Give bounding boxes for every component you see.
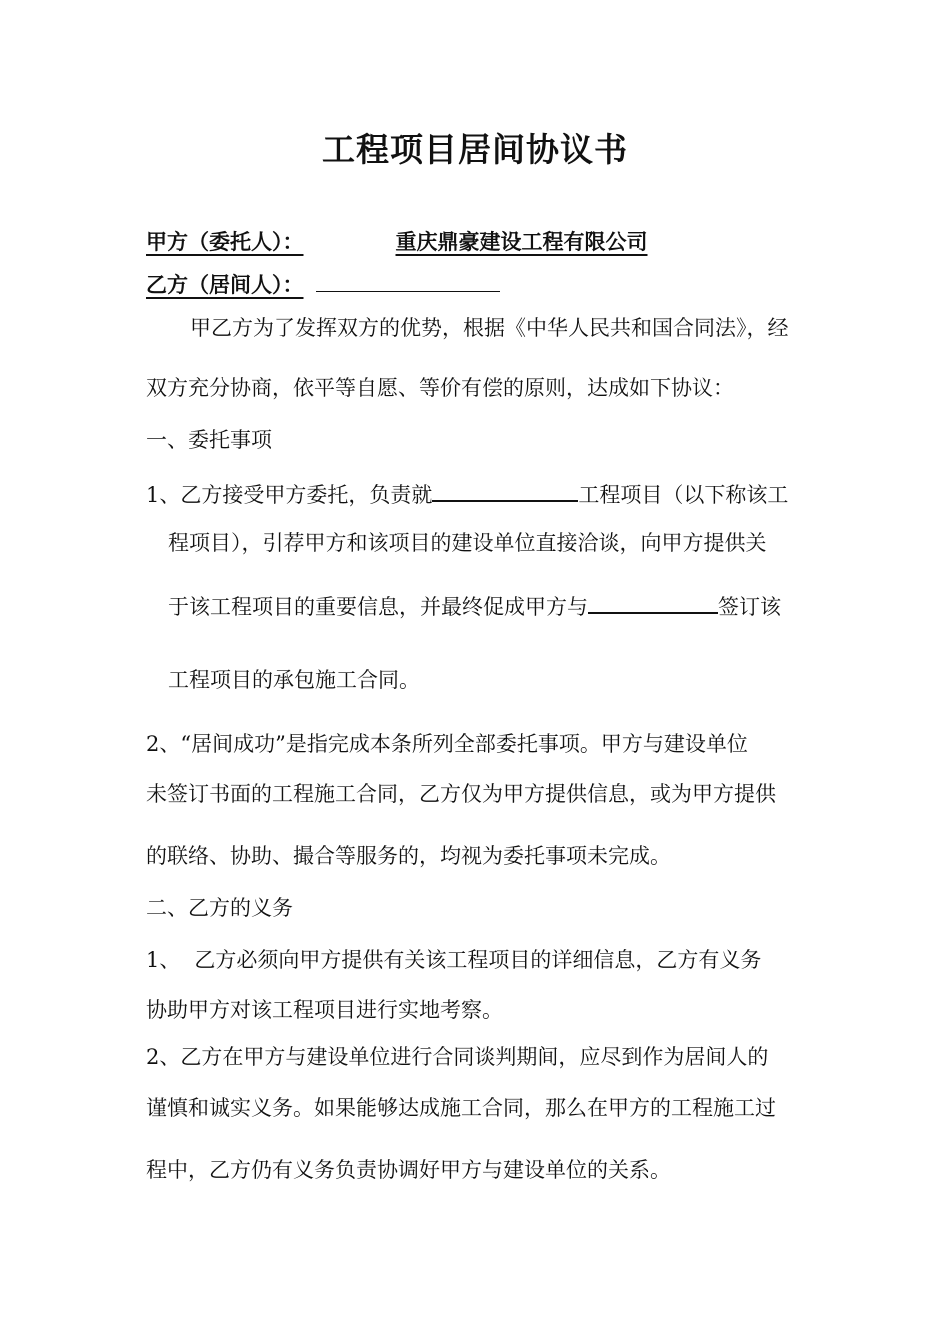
item-1-2-line-3: 的联络、协助、撮合等服务的，均视为委托事项未完成。 [146,844,671,868]
section-1-heading: 一、委托事项 [146,428,272,452]
item-1-2-line-2: 未签订书面的工程施工合同，乙方仅为甲方提供信息，或为甲方提供 [146,782,776,806]
item-2-2-line-3: 程中，乙方仍有义务负责协调好甲方与建设单位的关系。 [146,1158,671,1182]
party-a-gap [304,247,396,249]
item-1-1-line-2: 程项目），引荐甲方和该项目的建设单位直接洽谈，向甲方提供关 [168,531,767,555]
item-2-1-text-a: 乙方必须向甲方提供有关该工程项目的详细信息，乙方有义务 [194,948,762,972]
item-1-1-text-e: 签订该 [718,595,781,619]
item-1-2-line-1: 2、“居间成功”是指完成本条所列全部委托事项。甲方与建设单位 [146,732,748,756]
project-name-blank [432,480,578,502]
item-1-1-line-3 [168,592,781,621]
party-a-label: 甲方（委托人）： [146,229,304,254]
item-1-1-line-4: 工程项目的承包施工合同。 [168,668,420,692]
intro-line-2: 双方充分协商，依平等自愿、等价有偿的原则，达成如下协议： [146,376,734,400]
item-2-1-line-2: 协助甲方对该工程项目进行实地考察。 [146,998,503,1022]
item-2-1-line-1 [146,946,761,974]
party-a-trail [648,247,662,249]
section-2-heading: 二、乙方的义务 [146,896,293,920]
item-1-1-line-1 [146,480,788,509]
party-a-name: 重庆鼎豪建设工程有限公司 [395,229,648,254]
document-title: 工程项目居间协议书 [322,130,628,169]
party-b-line [146,269,500,299]
item-2-2-line-1: 2、乙方在甲方与建设单位进行合同谈判期间，应尽到作为居间人的 [146,1045,769,1069]
party-b-label: 乙方（居间人）： [146,272,304,297]
party-b-blank [316,269,500,292]
party-a-line [146,228,662,256]
item-1-1-text-d: 于该工程项目的重要信息，并最终促成甲方与 [168,595,588,619]
counterparty-blank [588,592,718,614]
item-1-1-text-b: 工程项目（以下称该工 [578,483,789,507]
item-1-1-text-a: 1、乙方接受甲方委托，负责就 [146,483,433,507]
intro-line-1: 甲乙方为了发挥双方的优势，根据《中华人民共和国合同法》，经 [190,316,789,340]
item-2-2-line-2: 谨慎和诚实义务。如果能够达成施工合同，那么在甲方的工程施工过 [146,1096,776,1120]
item-2-1-number: 1、 [146,948,181,972]
